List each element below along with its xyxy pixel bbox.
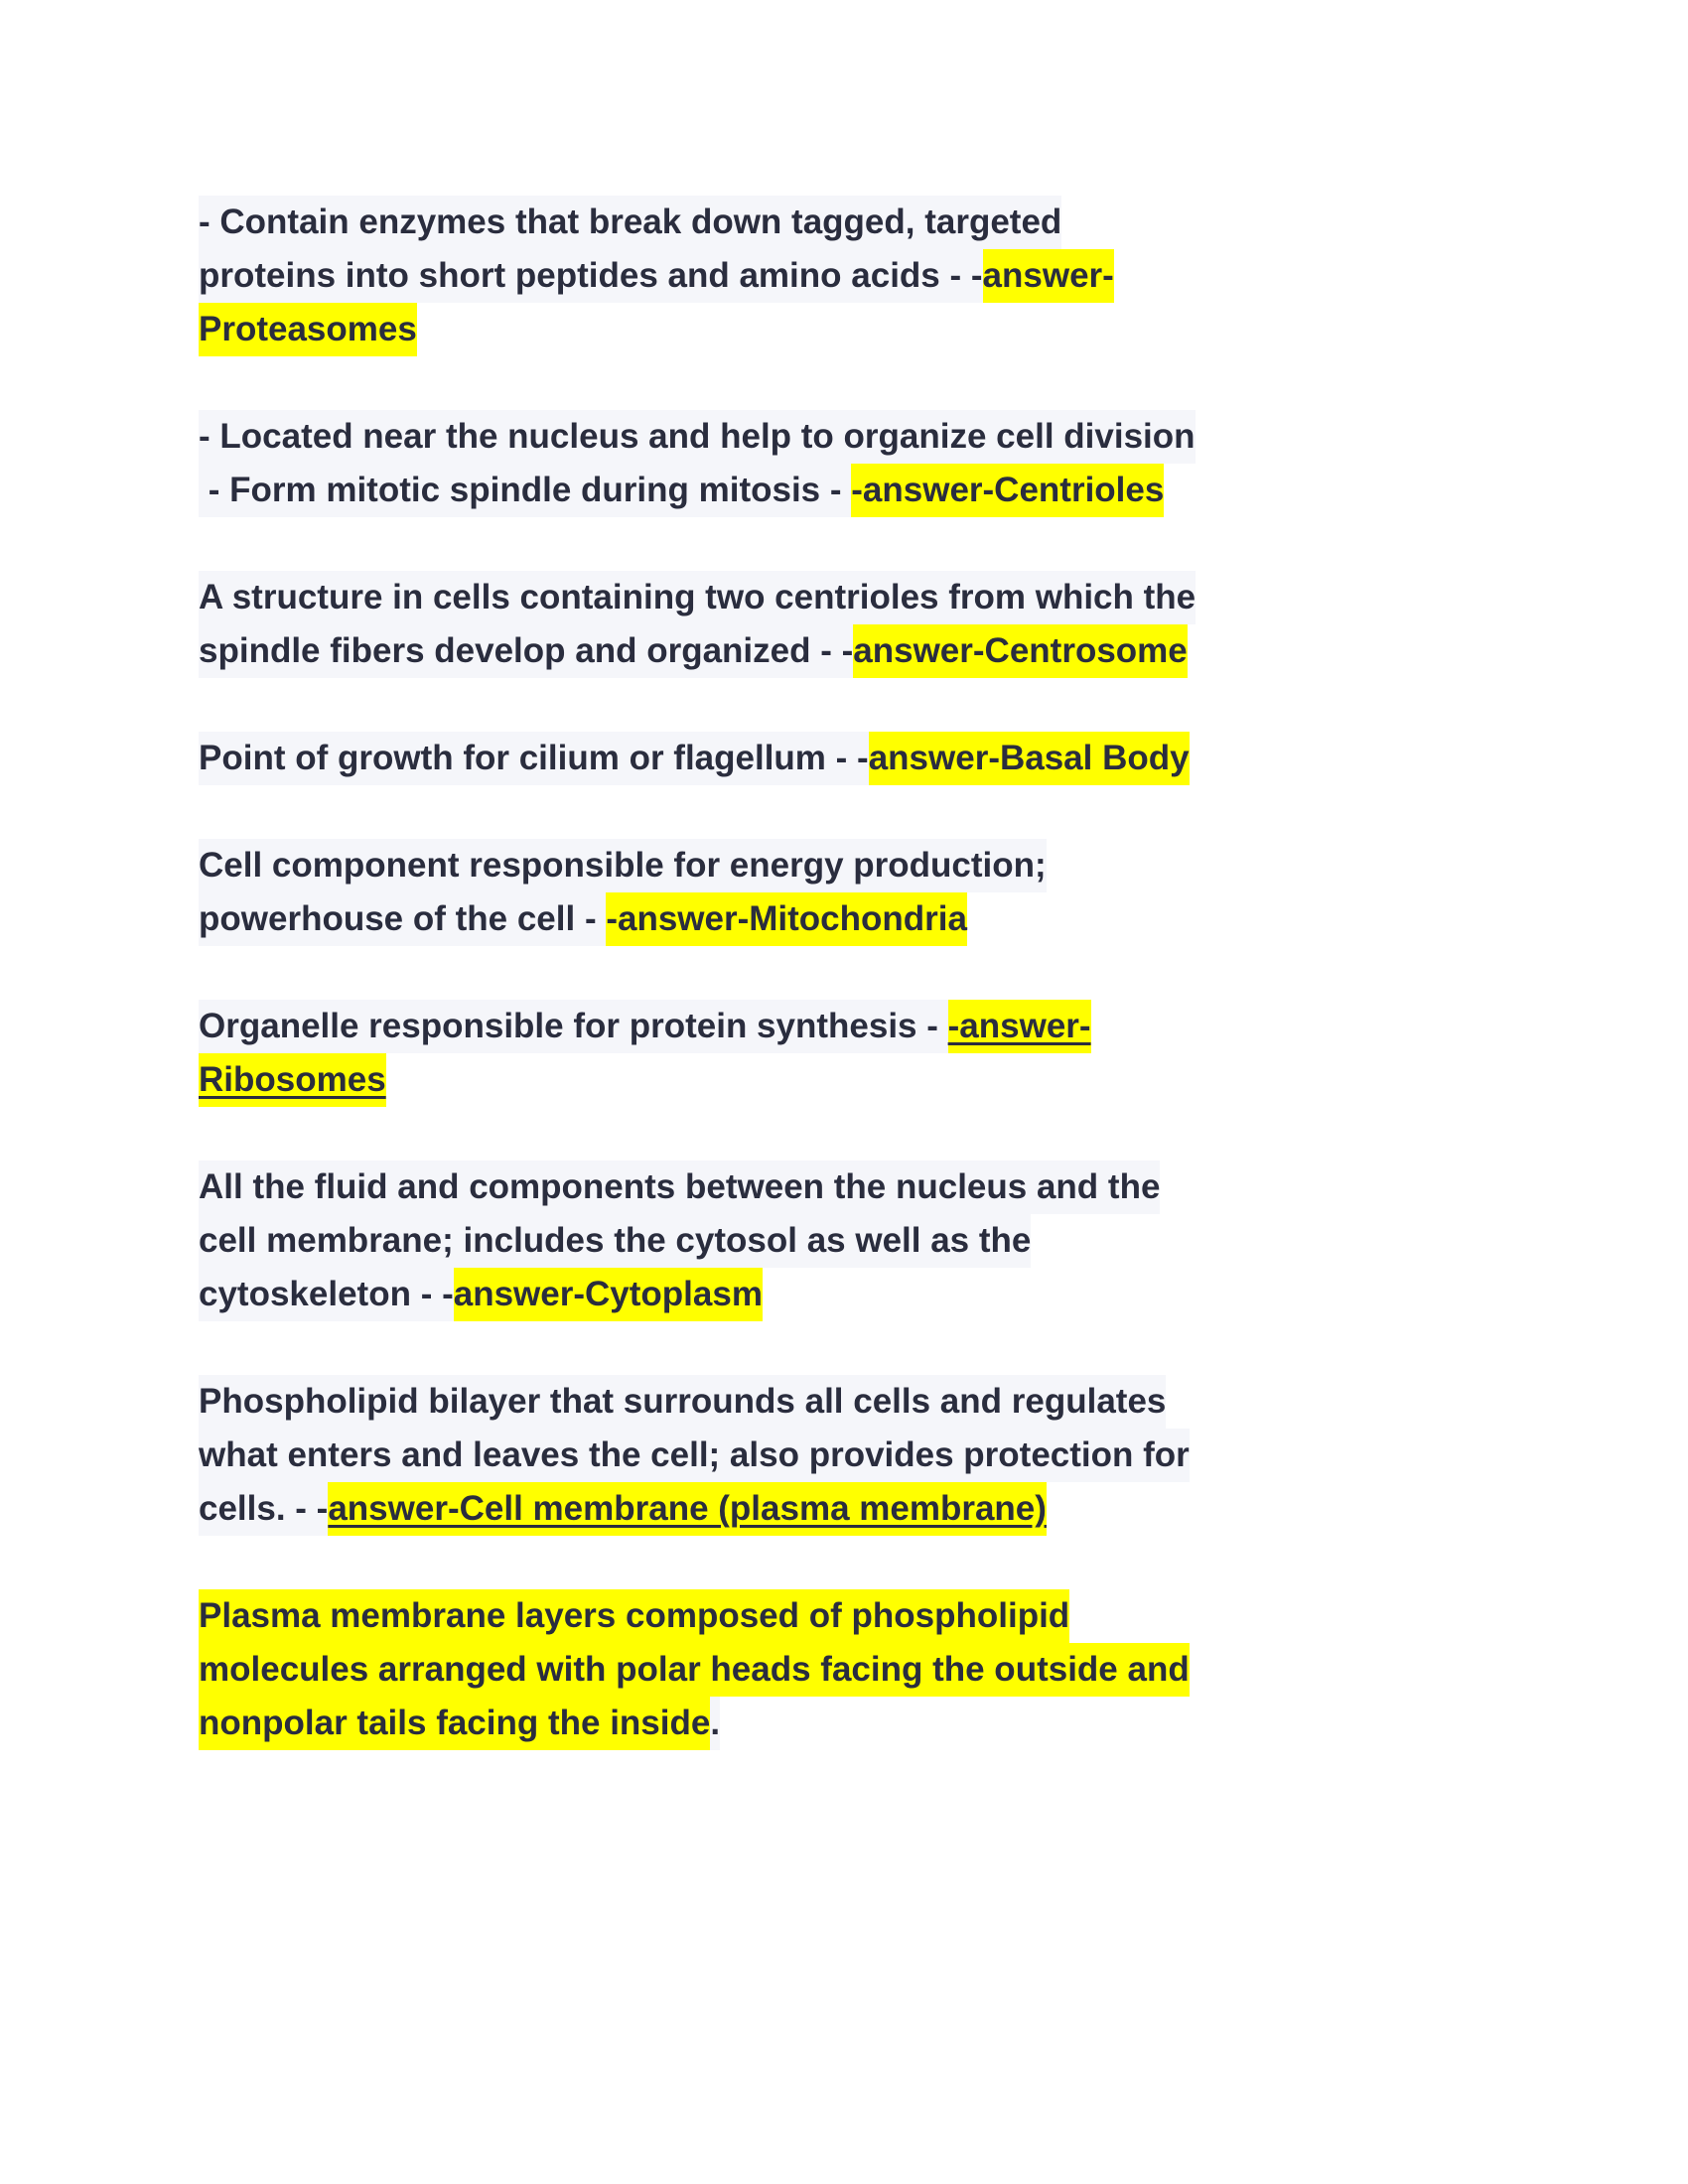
text-line xyxy=(199,196,1196,249)
text-line xyxy=(199,624,1196,678)
text-line xyxy=(199,839,1196,892)
qa-paragraph xyxy=(199,1000,1196,1107)
text-line xyxy=(199,1482,1196,1536)
question-text: Organelle responsible for protein synthesis - xyxy=(199,1000,948,1053)
question-text: Phospholipid bilayer that surrounds all cells and regulates xyxy=(199,1375,1166,1429)
qa-paragraph xyxy=(199,410,1196,517)
question-text: what enters and leaves the cell; also provides protection for xyxy=(199,1429,1190,1482)
question-text: cell membrane; includes the cytosol as well as the xyxy=(199,1214,1031,1268)
text-line xyxy=(199,1589,1196,1643)
text-line xyxy=(199,1053,1196,1107)
text-line xyxy=(199,303,1196,356)
text-line xyxy=(199,1643,1196,1697)
text-line xyxy=(199,1160,1196,1214)
question-text: spindle fibers develop and organized - - xyxy=(199,624,853,678)
text-line xyxy=(199,1429,1196,1482)
question-text: . xyxy=(710,1697,720,1750)
text-line xyxy=(199,1697,1196,1750)
text-line xyxy=(199,249,1196,303)
question-text: Point of growth for cilium or flagellum - - xyxy=(199,732,869,785)
highlighted-answer-text: -answer- xyxy=(948,1000,1091,1053)
question-text: cells. - - xyxy=(199,1482,328,1536)
highlighted-answer-text: answer-Cytoplasm xyxy=(454,1268,763,1321)
text-line xyxy=(199,1268,1196,1321)
text-line xyxy=(199,732,1196,785)
text-line xyxy=(199,892,1196,946)
question-text: - Located near the nucleus and help to organize cell division xyxy=(199,410,1196,464)
highlighted-answer-text: nonpolar tails facing the inside xyxy=(199,1697,710,1750)
qa-paragraph xyxy=(199,1375,1196,1536)
question-text: proteins into short peptides and amino acids - - xyxy=(199,249,983,303)
highlighted-answer-text: answer-Centrosome xyxy=(853,624,1187,678)
highlighted-answer-text: -answer-Mitochondria xyxy=(606,892,967,946)
highlighted-answer-text: answer-Basal Body xyxy=(869,732,1190,785)
question-text: A structure in cells containing two centrioles from which the xyxy=(199,571,1196,624)
text-line xyxy=(199,464,1196,517)
text-line xyxy=(199,1214,1196,1268)
text-line xyxy=(199,1375,1196,1429)
qa-paragraph xyxy=(199,1589,1196,1750)
qa-paragraph xyxy=(199,571,1196,678)
highlighted-answer-text: Proteasomes xyxy=(199,303,417,356)
text-line xyxy=(199,571,1196,624)
highlighted-answer-text: Ribosomes xyxy=(199,1053,386,1107)
highlighted-answer-text: answer- xyxy=(983,249,1114,303)
question-text: - Contain enzymes that break down tagged, targeted xyxy=(199,196,1061,249)
highlighted-answer-text: Plasma membrane layers composed of phospholipid xyxy=(199,1589,1069,1643)
question-text: All the fluid and components between the nucleus and the xyxy=(199,1160,1160,1214)
question-text: - Form mitotic spindle during mitosis - xyxy=(199,464,851,517)
qa-paragraph xyxy=(199,732,1196,785)
highlighted-answer-text: -answer-Centrioles xyxy=(851,464,1164,517)
question-text: powerhouse of the cell - xyxy=(199,892,606,946)
question-text: cytoskeleton - - xyxy=(199,1268,454,1321)
highlighted-answer-text: answer-Cell membrane (plasma membrane) xyxy=(328,1482,1047,1536)
document-page xyxy=(199,196,1196,1804)
question-text: Cell component responsible for energy production; xyxy=(199,839,1047,892)
text-line xyxy=(199,1000,1196,1053)
qa-paragraph xyxy=(199,839,1196,946)
highlighted-answer-text: molecules arranged with polar heads facing the outside and xyxy=(199,1643,1190,1697)
qa-paragraph xyxy=(199,196,1196,356)
qa-paragraph xyxy=(199,1160,1196,1321)
text-line xyxy=(199,410,1196,464)
